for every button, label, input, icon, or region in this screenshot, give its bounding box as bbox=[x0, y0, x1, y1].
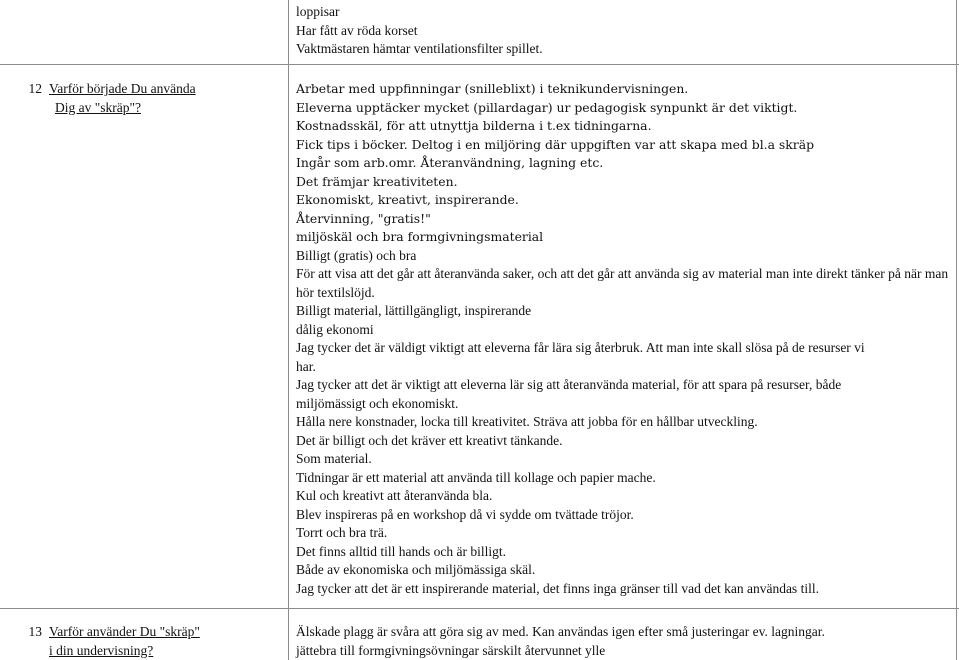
answers-cell bbox=[296, 623, 956, 660]
answer-line: Det finns alltid till hands och är billigt. bbox=[296, 543, 506, 559]
answer-line: Billigt material, lättillgängligt, inspirerande bbox=[296, 303, 532, 318]
answer-line: dålig ekonomi bbox=[296, 321, 374, 337]
question-number: 12 bbox=[28, 81, 42, 96]
question-text: Varför använder Du "skräp" bbox=[49, 624, 200, 639]
row-divider bbox=[0, 608, 959, 609]
column-divider bbox=[956, 0, 957, 660]
row-divider bbox=[0, 64, 959, 65]
answer-line: Kostnadsskäl, för att utnyttja bilderna i t.ex tidningarna. bbox=[296, 118, 652, 133]
column-divider bbox=[288, 0, 289, 660]
answer-line: Billigt (gratis) och bra bbox=[296, 247, 417, 263]
answer-line: Jag tycker det är väldigt viktigt att eleverna får lära sig återbruk. Att man inte skall slösa på de resurser vi har. bbox=[296, 340, 865, 374]
answer-line: Fick tips i böcker. Deltog i en miljöring där uppgiften var att skapa med bl.a skräp bbox=[296, 136, 815, 152]
answers-cell bbox=[296, 80, 956, 598]
answer-line: Det är billigt och det kräver ett kreativt tänkande. bbox=[296, 432, 563, 448]
question-cell bbox=[49, 623, 287, 660]
question-number: 13 bbox=[28, 624, 42, 639]
answer-line: Jag tycker att det är ett inspirerande material, det finns inga gränser till vad det kan användas till. bbox=[296, 580, 819, 596]
answer-line: loppisar bbox=[296, 4, 340, 19]
answer-line: miljöskäl och bra formgivningsmaterial bbox=[296, 229, 544, 244]
answer-line: Kul och kreativt att återanvända bla. bbox=[296, 488, 493, 503]
answer-line: Det främjar kreativiteten. bbox=[296, 173, 458, 189]
answers-cell bbox=[296, 3, 956, 59]
answer-line: Både av ekonomiska och miljömässiga skäl. bbox=[296, 562, 536, 577]
answer-line: Som material. bbox=[296, 451, 372, 466]
question-text: i din undervisning? bbox=[49, 642, 154, 658]
answer-line: Arbetar med uppfinningar (snilleblixt) i teknikundervisningen. bbox=[296, 81, 689, 96]
answer-line: jättebra till formgivningsövningar särskilt återvunnet ylle bbox=[296, 642, 606, 658]
answer-line: För att visa att det går att återanvända saker, och att det går att använda sig av material man inte direkt tänker på när man hör textilslöjd. bbox=[296, 266, 949, 300]
question-text: Varför började Du använda bbox=[49, 81, 196, 96]
answer-line: Har fått av röda korset bbox=[296, 22, 418, 38]
answer-line: Älskade plagg är svåra att göra sig av med. Kan användas igen efter små justeringar ev. lagningar. bbox=[296, 624, 825, 639]
answer-line: Torrt och bra trä. bbox=[296, 525, 388, 540]
answer-line: Eleverna upptäcker mycket (pillardagar) ur pedagogisk synpunkt är det viktigt. bbox=[296, 99, 798, 115]
answer-line: Blev inspireras på en workshop då vi sydde om tvättade tröjor. bbox=[296, 506, 634, 522]
question-cell bbox=[49, 80, 287, 117]
answer-line: Jag tycker att det är viktigt att eleverna lär sig att återanvända material, för att spara på resurser, både miljömässigt och ekonomiskt. bbox=[296, 377, 842, 411]
answer-line: Ekonomiskt, kreativt, inspirerande. bbox=[296, 192, 519, 207]
answer-line: Vaktmästaren hämtar ventilationsfilter spillet. bbox=[296, 41, 543, 56]
answer-line: Ingår som arb.omr. Återanvändning, lagning etc. bbox=[296, 155, 604, 170]
answer-line: Hålla nere konstnader, locka till kreativitet. Sträva att jobba för en hållbar utveckling. bbox=[296, 414, 758, 429]
answer-line: Tidningar är ett material att använda till kollage och papier mache. bbox=[296, 469, 656, 485]
answer-line: Återvinning, "gratis!" bbox=[296, 210, 431, 226]
question-text: Dig av "skräp"? bbox=[55, 99, 141, 115]
